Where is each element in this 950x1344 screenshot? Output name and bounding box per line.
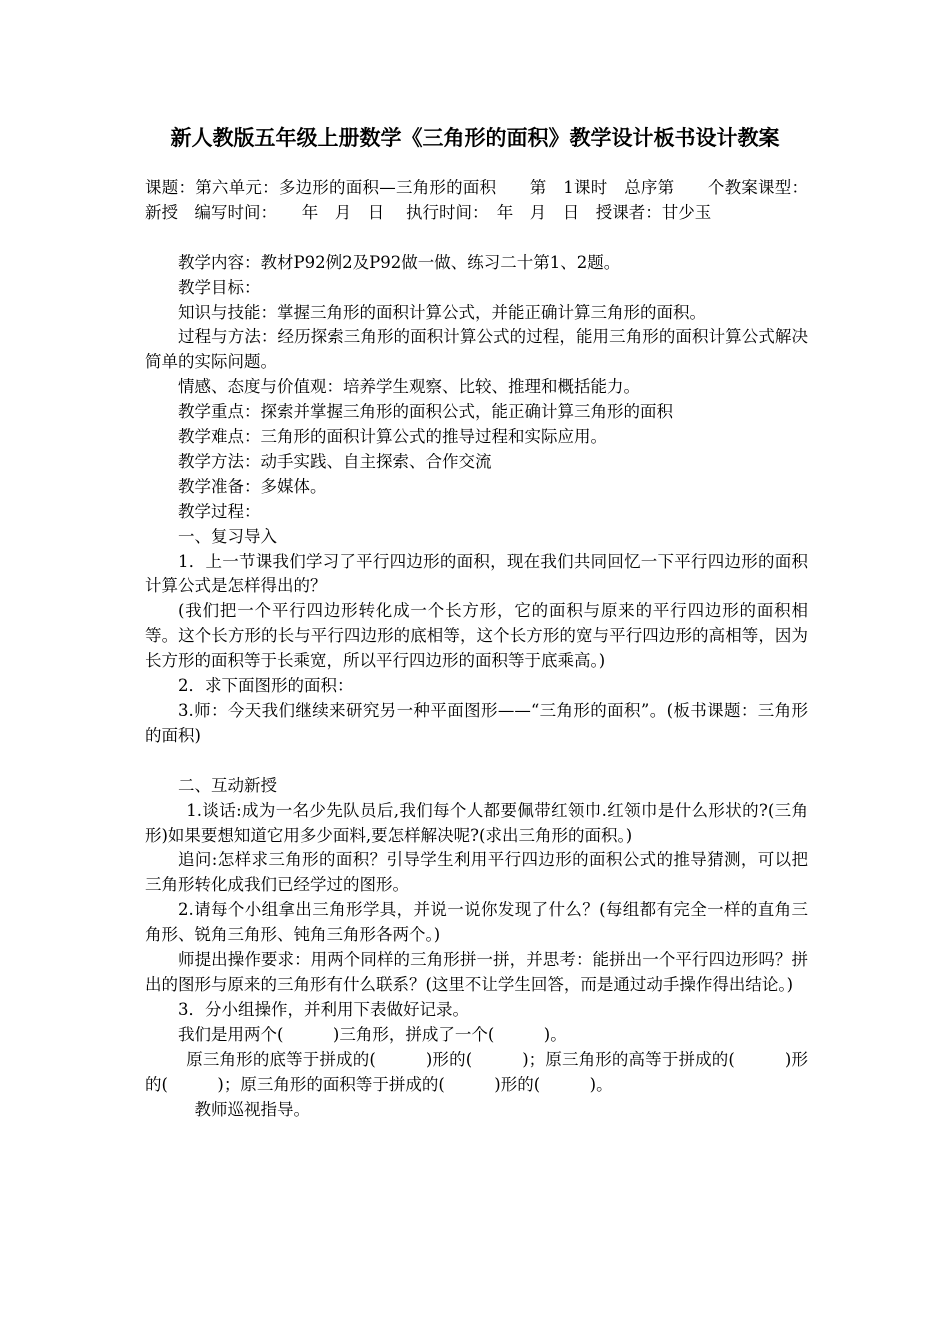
lesson-header: 课题：第六单元：多边形的面积—三角形的面积 第 1课时 总序第 个教案课型：新授 编写时间： 年 月 日 执行时间： 年 月 日 授课者：甘少玉 [145,178,808,222]
teaching-preparation: 教学准备：多媒体。 [178,476,327,496]
fill-sentence-2: 原三角形的底等于拼成的( )形的( )；原三角形的高等于拼成的( )形的( )；原三角形的面积等于拼成的( )形的( )。 [145,1049,808,1094]
review-item-2: 2．求下面图形的面积： [178,676,354,696]
teaching-process-label: 教学过程： [178,501,261,521]
new-requirement: 师提出操作要求：用两个同样的三角形拼一拼，并思考：能拼出一个平行四边形吗？拼出的图形与原来的三角形有什么联系？(这里不让学生回答，而是通过动手操作得出结论。) [145,950,808,994]
document-title: 新人教版五年级上册数学《三角形的面积》教学设计板书设计教案 [170,125,780,150]
new-followup: 追问:怎样求三角形的面积？引导学生利用平行四边形的面积公式的推导猜测，可以把三角形转化成我们已经学过的图形。 [145,850,808,895]
review-item-1: 1．上一节课我们学习了平行四边形的面积，现在我们共同回忆一下平行四边形的面积计算公式是怎样得出的？ [145,551,808,596]
spacer [145,226,808,251]
key-point: 教学重点：探索并掌握三角形的面积公式，能正确计算三角形的面积 [178,402,673,422]
difficulty: 教学难点：三角形的面积计算公式的推导过程和实际应用。 [178,427,607,447]
fill-sentence-1: 我们是用两个( )三角形，拼成了一个( )。 [178,1024,567,1044]
teacher-guide: 教师巡视指导。 [194,1099,310,1119]
review-item-3: 3.师：今天我们继续来研究另一种平面图形——“三角形的面积”。(板书课题：三角形的面积) [145,701,808,745]
new-item-3: 3．分小组操作，并利用下表做好记录。 [178,999,469,1019]
new-item-2: 2.请每个小组拿出三角形学具，并说一说你发现了什么？(每组都有完全一样的直角三角形、锐角三角形、钝角三角形各两个。) [145,900,808,945]
document-body [145,176,808,1122]
goal-knowledge: 知识与技能：掌握三角形的面积计算公式，并能正确计算三角形的面积。 [178,302,706,322]
teaching-content: 教学内容：教材P92例2及P92做一做、练习二十第1、2题。 [178,252,621,272]
goal-process: 过程与方法：经历探索三角形的面积计算公式的过程，能用三角形的面积计算公式解决简单的实际问题。 [145,327,808,372]
new-item-1: 1.谈话:成为一名少先队员后,我们每个人都要佩带红领巾.红领巾是什么形状的?(三角形)如果要想知道它用多少面料,要怎样解决呢?(求出三角形的面积。) [145,800,808,845]
teaching-method: 教学方法：动手实践、自主探索、合作交流 [178,451,492,471]
section-review-title: 一、复习导入 [178,526,277,546]
goal-emotion: 情感、态度与价值观：培养学生观察、比较、推理和概括能力。 [178,377,640,397]
review-item-1-answer: (我们把一个平行四边形转化成一个长方形，它的面积与原来的平行四边形的面积相等。这个长方形的长与平行四边形的底相等，这个长方形的宽与平行四边形的高相等，因为长方形的面积等于长乘宽，所以平行四边形的面积等于底乘高。) [145,601,808,671]
spacer [145,749,808,774]
teaching-goals-label: 教学目标： [178,277,261,297]
section-new-title: 二、互动新授 [178,775,277,795]
